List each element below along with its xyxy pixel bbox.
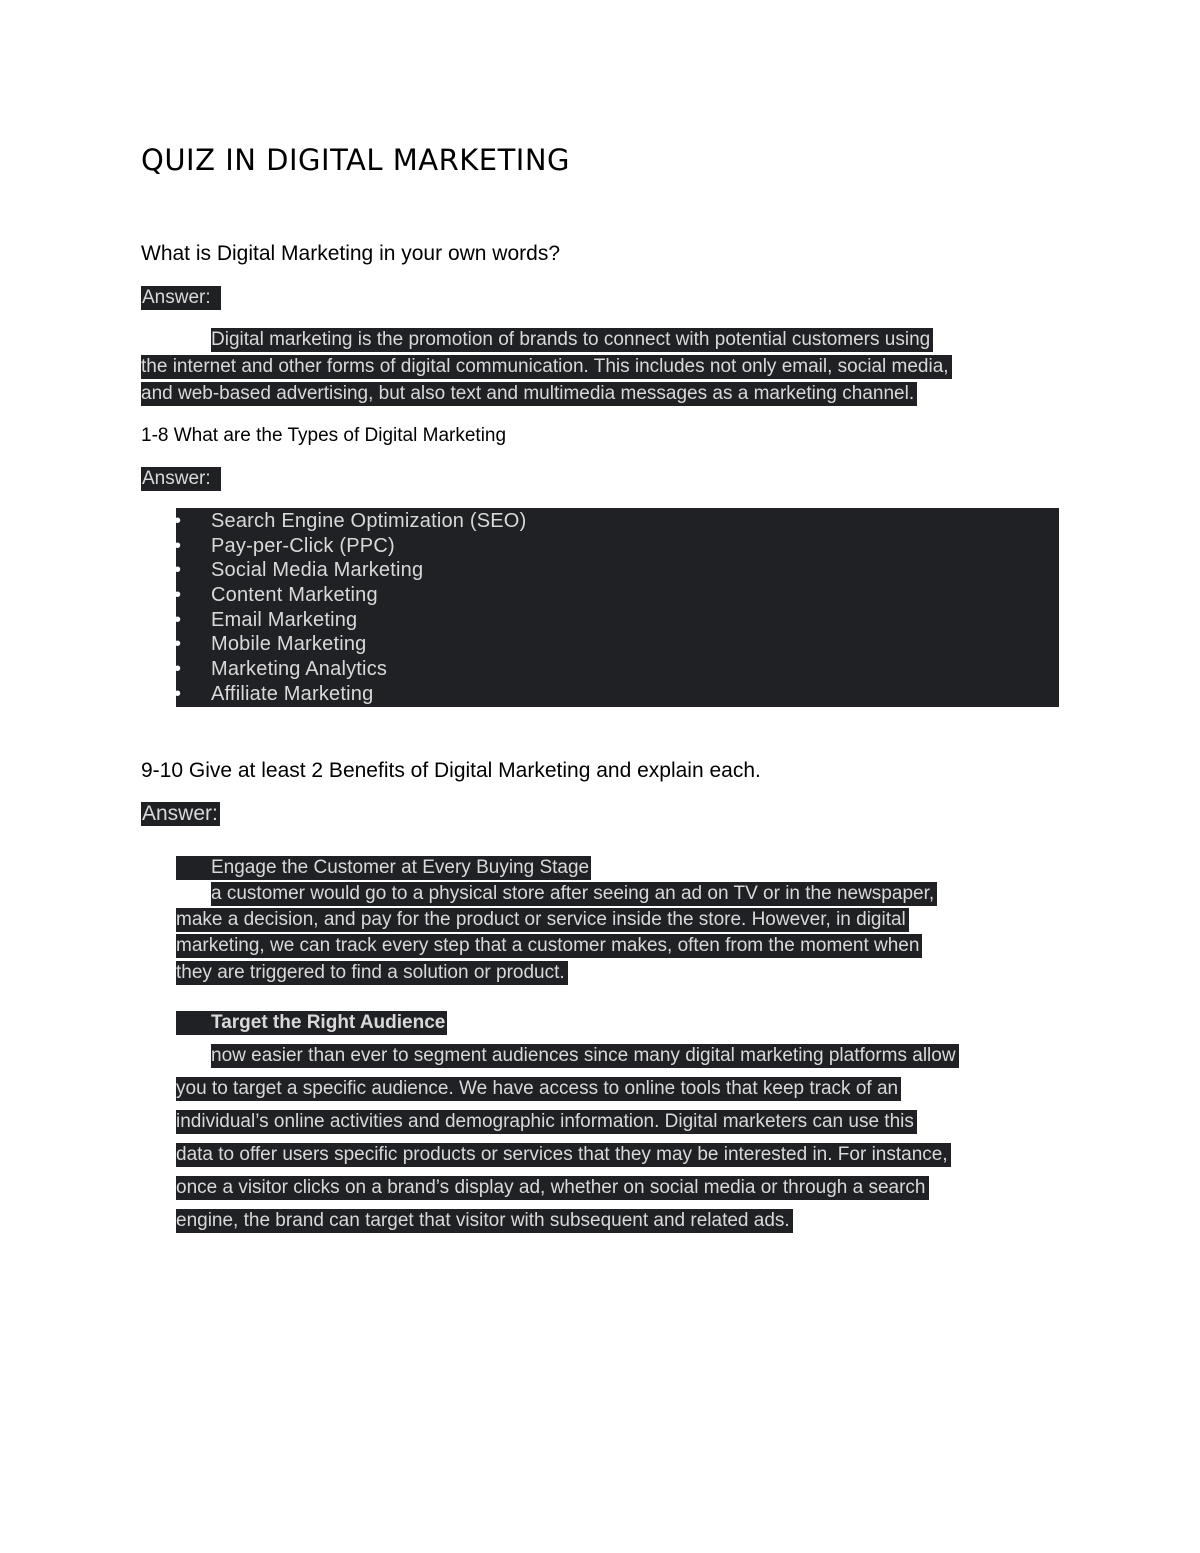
bullet-icon: • [174,609,182,631]
bullet-icon: • [174,584,182,606]
benefit-2-line-6: engine, the brand can target that visitor with subsequent and related ads. [176,1209,793,1233]
answer-label-2: Answer: [141,467,221,491]
list-item-text: Content Marketing [211,584,378,606]
list-item-text: Email Marketing [211,609,358,631]
benefit-2-line-1: now easier than ever to segment audiences since many digital marketing platforms allow [211,1044,959,1068]
answer-1-line-3: and web-based advertising, but also text and multimedia messages as a marketing channel. [141,382,917,406]
list-item-text: Pay-per-Click (PPC) [211,535,395,557]
answer-label-1: Answer: [141,286,221,310]
benefit-2-line-3: individual’s online activities and demographic information. Digital marketers can use this [176,1110,917,1134]
benefit-2-line-4: data to offer users specific products or services that they may be interested in. For instance, [176,1143,951,1167]
types-list [176,508,1059,707]
benefit-1-line-4: they are triggered to find a solution or product. [176,961,568,985]
benefit-2-heading: Target the Right Audience [176,1011,447,1035]
list-item-text: Search Engine Optimization (SEO) [211,510,527,532]
benefit-1-line-3: marketing, we can track every step that a customer makes, often from the moment when [176,934,922,958]
bullet-icon: • [174,535,182,557]
question-1: What is Digital Marketing in your own words? [141,242,560,265]
list-item-text: Marketing Analytics [211,658,388,680]
answer-1-line-1: Digital marketing is the promotion of brands to connect with potential customers using [211,328,933,352]
bullet-icon: • [174,658,182,680]
bullet-icon: • [174,683,182,705]
question-3: 9-10 Give at least 2 Benefits of Digital Marketing and explain each. [141,759,761,782]
bullet-icon: • [174,633,182,655]
bullet-icon: • [174,559,182,581]
benefit-1-line-2: make a decision, and pay for the product or service inside the store. However, in digital [176,908,909,932]
answer-label-3: Answer: [142,802,218,825]
benefit-1-heading: Engage the Customer at Every Buying Stage [176,856,591,880]
list-item-text: Affiliate Marketing [211,683,374,705]
benefit-1-line-1: a customer would go to a physical store after seeing an ad on TV or in the newspaper, [211,882,937,906]
list-item-text: Social Media Marketing [211,559,424,581]
question-2: 1-8 What are the Types of Digital Marketing [141,425,507,446]
bullet-icon: • [174,510,182,532]
list-item-text: Mobile Marketing [211,633,367,655]
page-title: QUIZ IN DIGITAL MARKETING [141,143,571,177]
benefit-2-line-2: you to target a specific audience. We have access to online tools that keep track of an [176,1077,901,1101]
benefit-2-line-5: once a visitor clicks on a brand’s display ad, whether on social media or through a search [176,1176,929,1200]
answer-1-line-2: the internet and other forms of digital communication. This includes not only email, social media, [141,355,952,379]
